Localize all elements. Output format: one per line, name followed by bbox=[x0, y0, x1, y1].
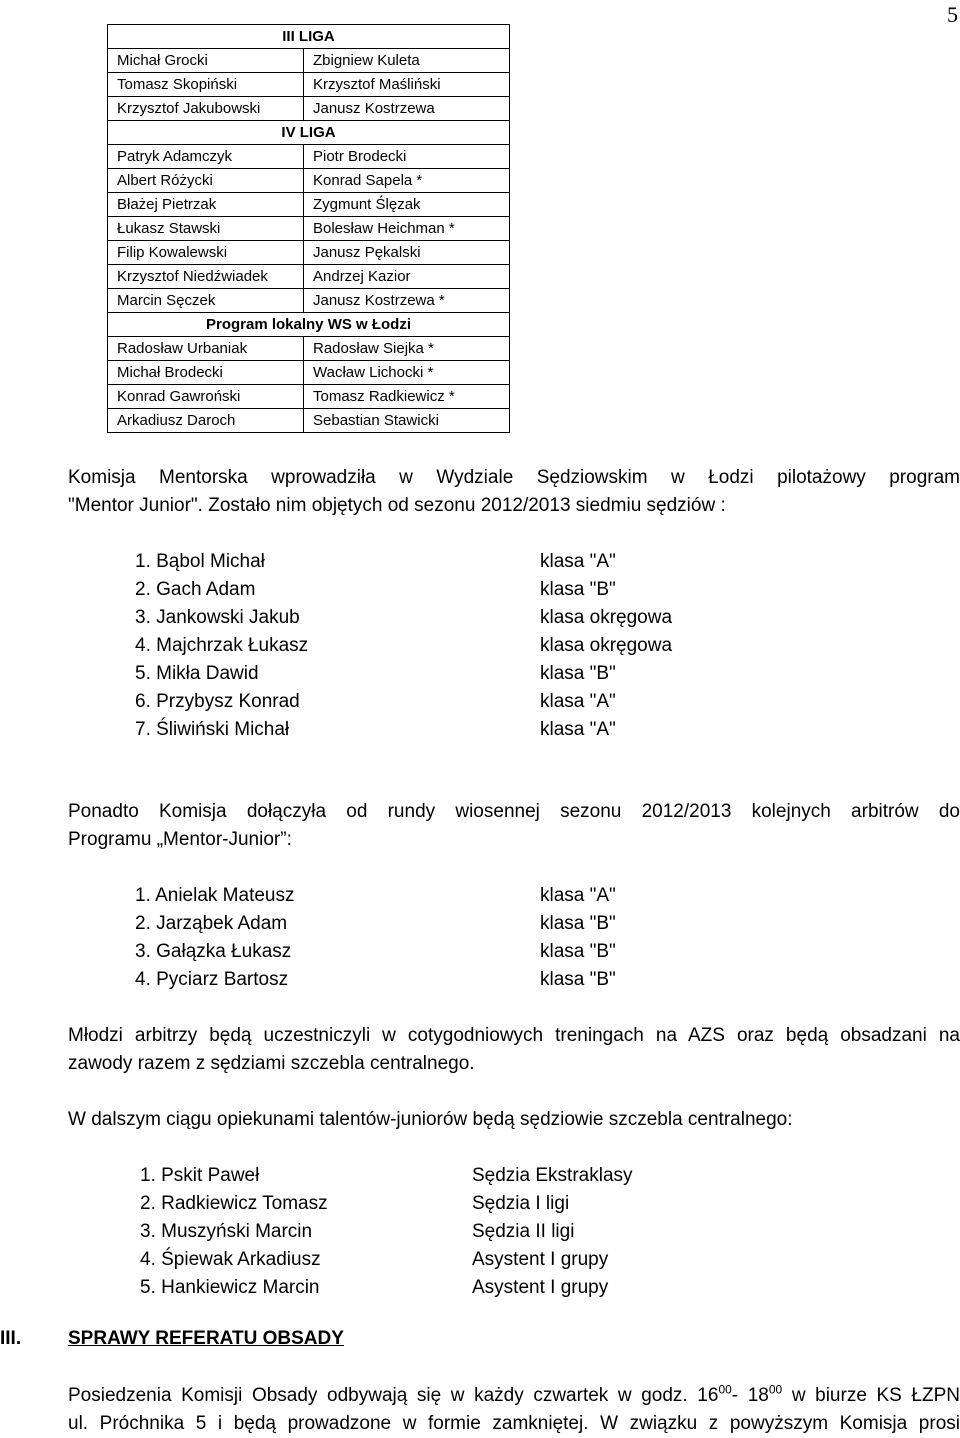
table-row bbox=[108, 97, 510, 121]
referee-name-cell: Filip Kowalewski bbox=[108, 241, 304, 265]
table-row bbox=[108, 409, 510, 433]
list-item bbox=[135, 660, 616, 688]
table-row bbox=[108, 241, 510, 265]
list-item-name: 3. Muszyński Marcin bbox=[140, 1221, 313, 1242]
list-item-class: Sędzia I ligi bbox=[472, 1193, 570, 1214]
list-item bbox=[135, 966, 616, 994]
table-row bbox=[108, 145, 510, 169]
list-item-name: 4. Śpiewak Arkadiusz bbox=[140, 1249, 321, 1270]
observer-name-cell: Janusz Kostrzewa * bbox=[304, 289, 510, 313]
list-item bbox=[135, 604, 673, 632]
referee-name-cell: Michał Grocki bbox=[108, 49, 304, 73]
table-section-header: III LIGA bbox=[108, 25, 510, 49]
table-section-header: IV LIGA bbox=[108, 121, 510, 145]
list-item-class: Sędzia II ligi bbox=[472, 1221, 575, 1242]
list-item bbox=[135, 688, 616, 716]
referee-name-cell: Krzysztof Niedźwiadek bbox=[108, 265, 304, 289]
table-row bbox=[108, 73, 510, 97]
list-item-name: 6. Przybysz Konrad bbox=[135, 691, 300, 712]
guardians-paragraph bbox=[68, 1106, 960, 1134]
list-item bbox=[140, 1218, 575, 1246]
referee-name-cell: Albert Różycki bbox=[108, 169, 304, 193]
table-row bbox=[108, 385, 510, 409]
text-fragment: w biurze KS ŁZPN bbox=[782, 1385, 960, 1406]
referee-name-cell: Radosław Urbaniak bbox=[108, 337, 304, 361]
list-item-class: Asystent I grupy bbox=[472, 1277, 609, 1298]
list-item-class: klasa "A" bbox=[540, 551, 616, 572]
superscript-minutes: 00 bbox=[718, 1382, 732, 1397]
observer-name-cell: Zygmunt Ślęzak bbox=[304, 193, 510, 217]
list-item bbox=[140, 1190, 570, 1218]
text-fragment: Posiedzenia Komisji Obsady odbywają się w każdy czwartek w godz. 16 bbox=[68, 1385, 719, 1406]
observer-name-cell: Sebastian Stawicki bbox=[304, 409, 510, 433]
additional-referees-paragraph bbox=[68, 798, 960, 854]
list-item bbox=[140, 1274, 609, 1302]
observer-name-cell: Krzysztof Maśliński bbox=[304, 73, 510, 97]
page-number: 5 bbox=[947, 2, 958, 27]
table-row bbox=[108, 337, 510, 361]
table-section-header-row bbox=[108, 313, 510, 337]
list-item-class: klasa okręgowa bbox=[540, 635, 673, 656]
list-item-name: 1. Pskit Paweł bbox=[140, 1165, 260, 1186]
spring-referees-list bbox=[135, 882, 616, 994]
list-item-class: klasa "A" bbox=[540, 719, 616, 740]
list-item-name: 3. Jankowski Jakub bbox=[135, 607, 300, 628]
list-item bbox=[135, 882, 616, 910]
list-item bbox=[135, 576, 616, 604]
paragraph-line: W dalszym ciągu opiekunami talentów-juniorów będą sędziowie szczebla centralnego: bbox=[68, 1109, 793, 1130]
list-item-class: klasa "B" bbox=[540, 913, 616, 934]
list-item-class: klasa okręgowa bbox=[540, 607, 673, 628]
referee-name-cell: Błażej Pietrzak bbox=[108, 193, 304, 217]
observer-name-cell: Konrad Sapela * bbox=[304, 169, 510, 193]
referee-name-cell: Łukasz Stawski bbox=[108, 217, 304, 241]
list-item bbox=[135, 910, 616, 938]
list-item-class: klasa "A" bbox=[540, 885, 616, 906]
table-section-header-row bbox=[108, 25, 510, 49]
list-item-name: 5. Hankiewicz Marcin bbox=[140, 1277, 320, 1298]
observer-name-cell: Andrzej Kazior bbox=[304, 265, 510, 289]
list-item-name: 2. Radkiewicz Tomasz bbox=[140, 1193, 328, 1214]
referee-name-cell: Michał Brodecki bbox=[108, 361, 304, 385]
paragraph-line: Komisja Mentorska wprowadziła w Wydziale Sędziowskim w Łodzi pilotażowy program bbox=[68, 467, 960, 488]
observer-name-cell: Bolesław Heichman * bbox=[304, 217, 510, 241]
list-item-name: 1. Anielak Mateusz bbox=[135, 885, 295, 906]
observer-name-cell: Wacław Lichocki * bbox=[304, 361, 510, 385]
list-item bbox=[135, 716, 616, 744]
obsada-paragraph bbox=[68, 1382, 960, 1438]
paragraph-line: Młodzi arbitrzy będą uczestniczyli w cotygodniowych treningach na AZS oraz będą obsadzani na bbox=[68, 1025, 960, 1046]
list-item-class: klasa "A" bbox=[540, 691, 616, 712]
list-item-name: 2. Gach Adam bbox=[135, 579, 256, 600]
table-row bbox=[108, 49, 510, 73]
paragraph-line: Programu „Mentor-Junior”: bbox=[68, 829, 292, 850]
list-item-class: klasa "B" bbox=[540, 969, 616, 990]
table-section-header: Program lokalny WS w Łodzi bbox=[108, 313, 510, 337]
paragraph-line: "Mentor Junior". Zostało nim objętych od sezonu 2012/2013 siedmiu sędziów : bbox=[68, 495, 726, 516]
referee-pairs-table bbox=[107, 24, 510, 433]
referee-name-cell: Konrad Gawroński bbox=[108, 385, 304, 409]
observer-name-cell: Janusz Kostrzewa bbox=[304, 97, 510, 121]
table-row bbox=[108, 217, 510, 241]
list-item bbox=[140, 1246, 609, 1274]
list-item-name: 5. Mikła Dawid bbox=[135, 663, 259, 684]
mentor-program-paragraph bbox=[68, 464, 960, 520]
section-title: SPRAWY REFERATU OBSADY bbox=[68, 1328, 344, 1349]
observer-name-cell: Zbigniew Kuleta bbox=[304, 49, 510, 73]
table-row bbox=[108, 169, 510, 193]
list-item-class: klasa "B" bbox=[540, 579, 616, 600]
referee-name-cell: Patryk Adamczyk bbox=[108, 145, 304, 169]
list-item-name: 2. Jarząbek Adam bbox=[135, 913, 288, 934]
referee-name-cell: Krzysztof Jakubowski bbox=[108, 97, 304, 121]
text-fragment: - 18 bbox=[731, 1385, 769, 1406]
paragraph-line: Ponadto Komisja dołączyła od rundy wiosennej sezonu 2012/2013 kolejnych arbitrów do bbox=[68, 801, 960, 822]
list-item-name: 1. Bąbol Michał bbox=[135, 551, 265, 572]
list-item-name: 7. Śliwiński Michał bbox=[135, 719, 290, 740]
training-paragraph bbox=[68, 1022, 960, 1078]
superscript-minutes: 00 bbox=[768, 1382, 783, 1397]
observer-name-cell: Janusz Pękalski bbox=[304, 241, 510, 265]
list-item bbox=[140, 1162, 633, 1190]
table-row bbox=[108, 193, 510, 217]
guardians-list bbox=[140, 1162, 633, 1302]
list-item-class: Asystent I grupy bbox=[472, 1249, 609, 1270]
mentor-junior-list bbox=[135, 548, 673, 744]
list-item-name: 4. Pyciarz Bartosz bbox=[135, 969, 289, 990]
paragraph-line: zawody razem z sędziami szczebla centralnego. bbox=[68, 1053, 475, 1074]
observer-name-cell: Radosław Siejka * bbox=[304, 337, 510, 361]
list-item-name: 3. Gałązka Łukasz bbox=[135, 941, 292, 962]
referee-name-cell: Arkadiusz Daroch bbox=[108, 409, 304, 433]
table-section-header-row bbox=[108, 121, 510, 145]
list-item bbox=[135, 938, 616, 966]
list-item-name: 4. Majchrzak Łukasz bbox=[135, 635, 309, 656]
section-number: III. bbox=[0, 1328, 22, 1349]
list-item-class: klasa "B" bbox=[540, 941, 616, 962]
table-row bbox=[108, 289, 510, 313]
referee-name-cell: Marcin Sęczek bbox=[108, 289, 304, 313]
paragraph-line: ul. Próchnika 5 i będą prowadzone w formie zamkniętej. W związku z powyższym Komisja prosi bbox=[68, 1413, 960, 1434]
list-item bbox=[135, 548, 616, 576]
table-row bbox=[108, 265, 510, 289]
paragraph-line bbox=[68, 1382, 960, 1410]
table-row bbox=[108, 361, 510, 385]
list-item bbox=[135, 632, 673, 660]
observer-name-cell: Piotr Brodecki bbox=[304, 145, 510, 169]
observer-name-cell: Tomasz Radkiewicz * bbox=[304, 385, 510, 409]
list-item-class: Sędzia Ekstraklasy bbox=[472, 1165, 633, 1186]
referee-name-cell: Tomasz Skopiński bbox=[108, 73, 304, 97]
list-item-class: klasa "B" bbox=[540, 663, 616, 684]
